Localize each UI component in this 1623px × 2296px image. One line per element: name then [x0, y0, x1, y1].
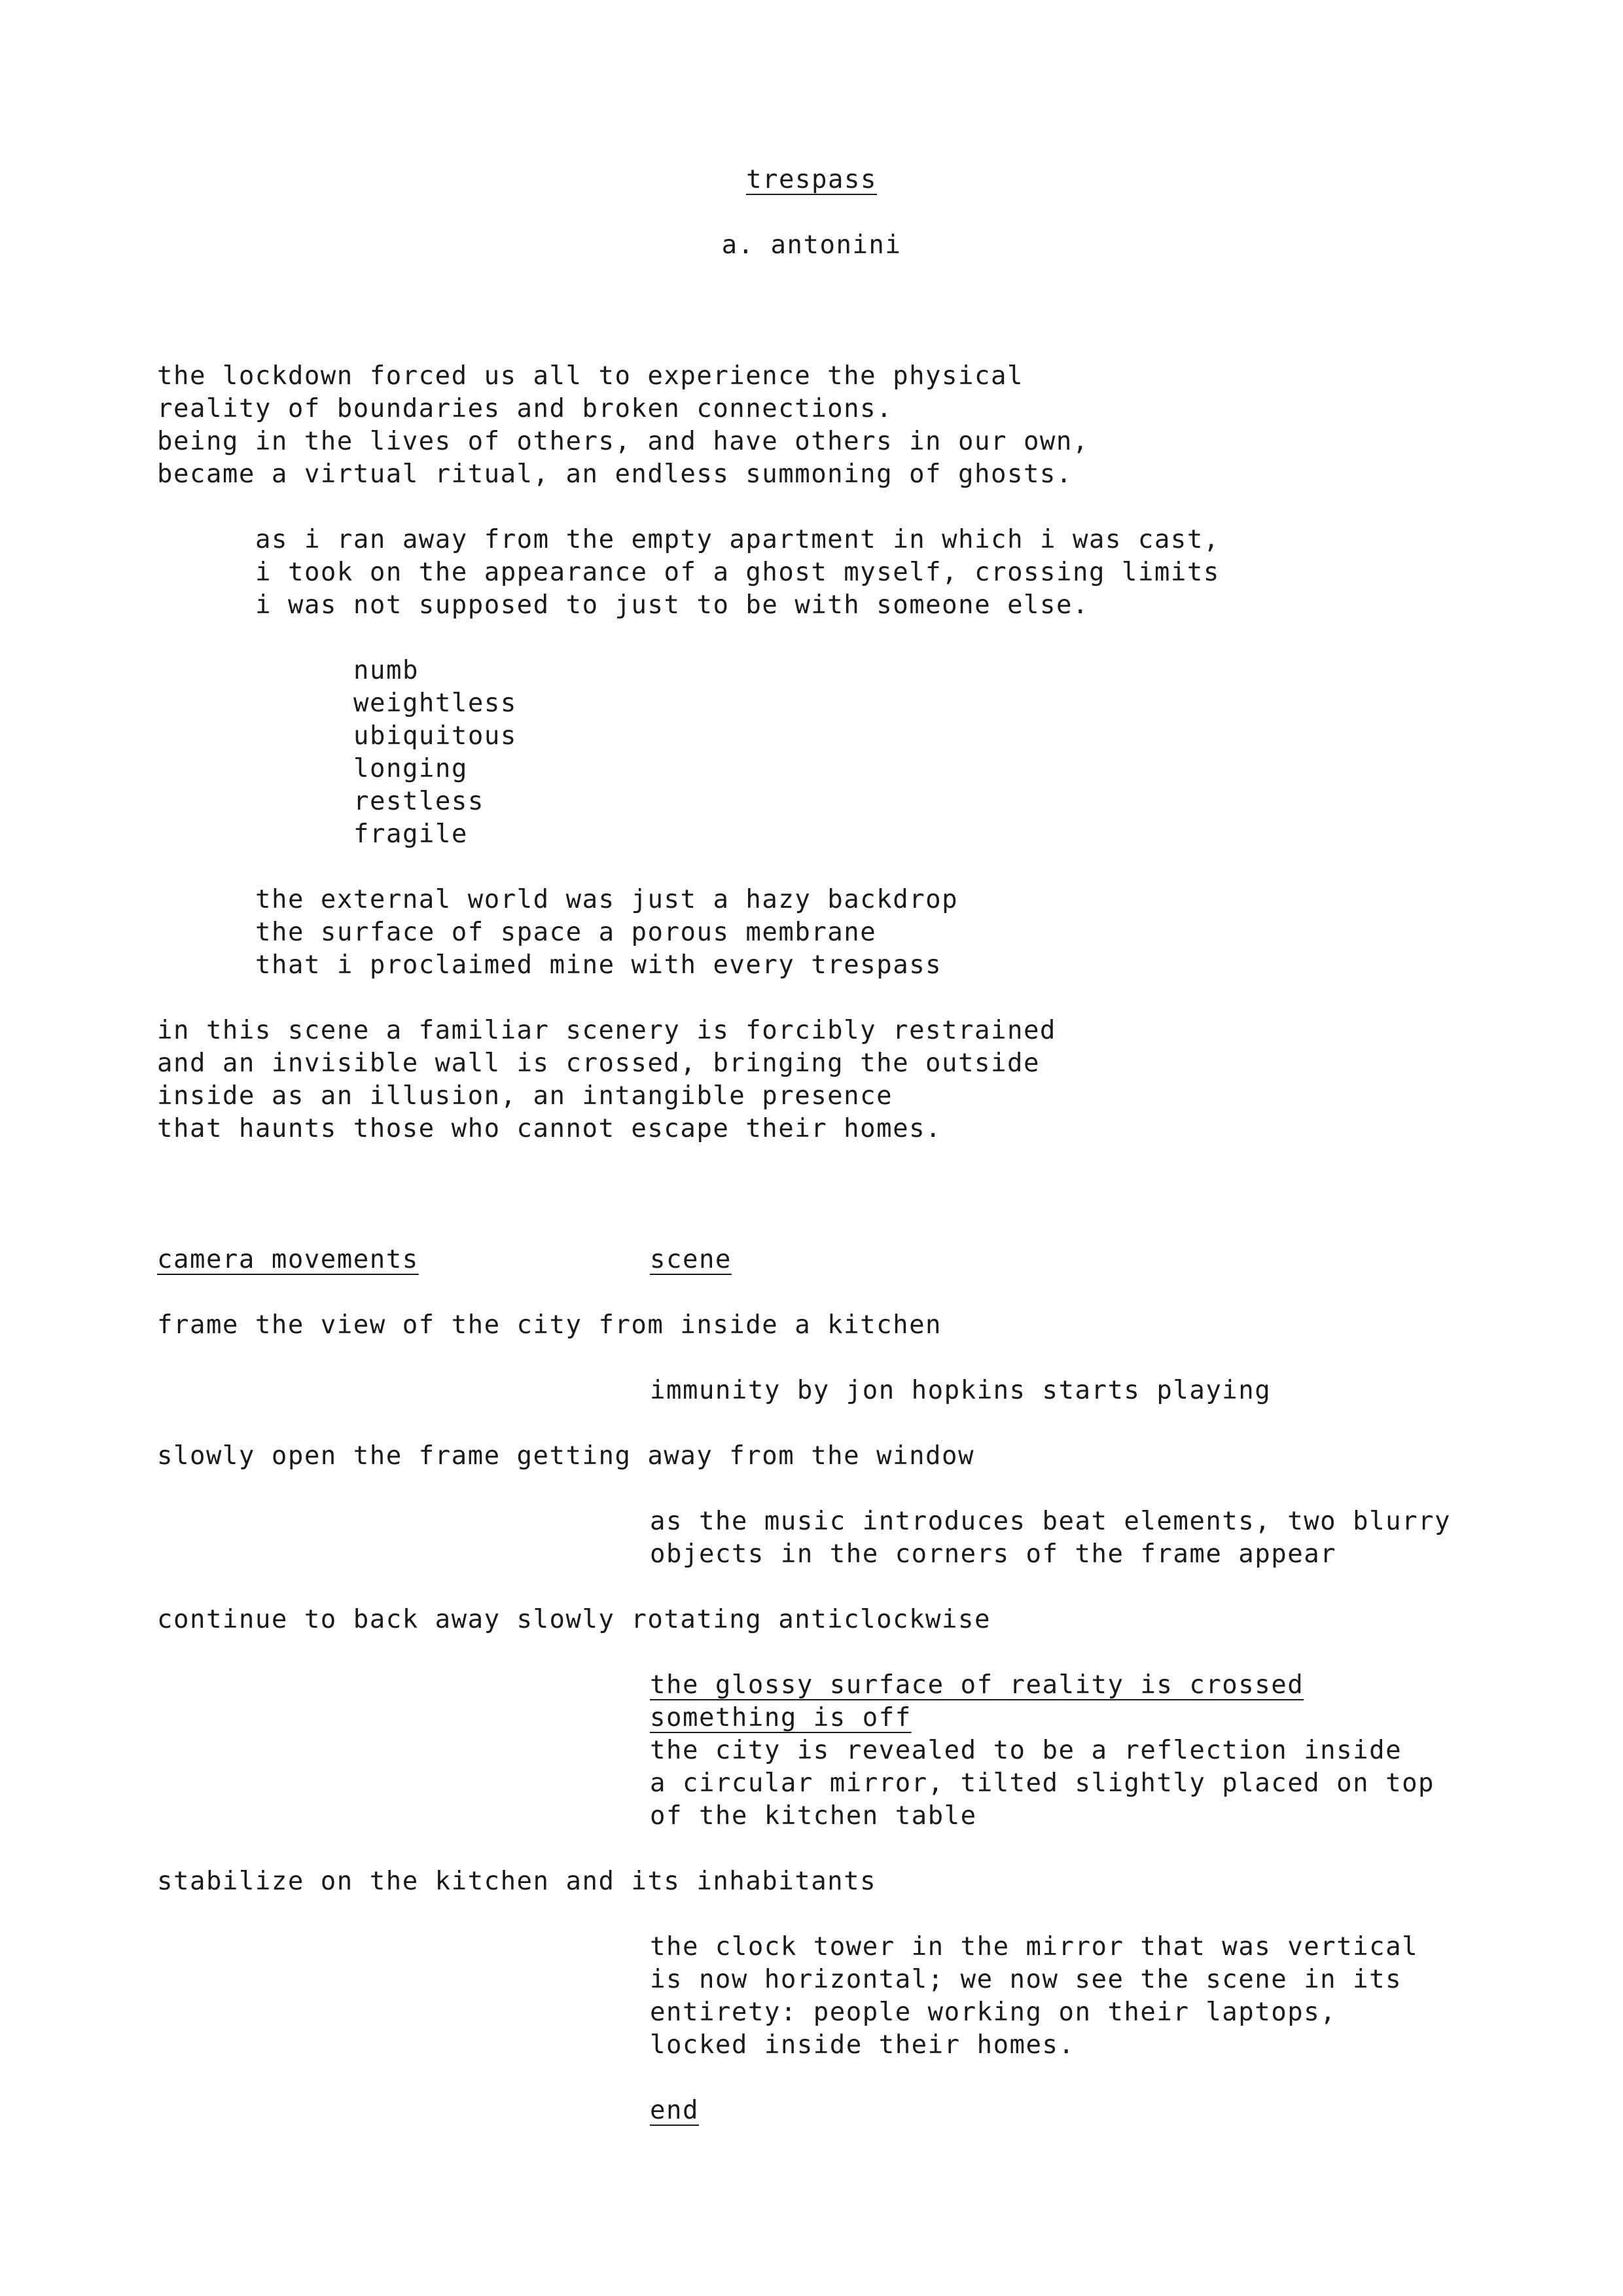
- scene-description: the city is revealed to be a reflection inside: [650, 1736, 1402, 1765]
- word-item: restless: [353, 787, 484, 816]
- outro-line: inside as an illusion, an intangible presence: [157, 1081, 893, 1111]
- stanza-line: i took on the appearance of a ghost myself, crossing limits: [255, 558, 1220, 587]
- stanza-line: that i proclaimed mine with every trespass: [255, 950, 942, 980]
- stanza-line: the surface of space a porous membrane: [255, 918, 877, 947]
- camera-direction: frame the view of the city from inside a kitchen: [157, 1310, 942, 1340]
- stanza-line: the external world was just a hazy backdrop: [255, 885, 959, 914]
- scene-description: entirety: people working on their laptops,: [650, 1998, 1337, 2027]
- word-item: longing: [353, 754, 468, 783]
- intro-line: reality of boundaries and broken connections.: [157, 394, 893, 423]
- scene-description: is now horizontal; we now see the scene in its: [650, 1965, 1402, 1994]
- outro-line: in this scene a familiar scenery is forcibly restrained: [157, 1016, 1056, 1045]
- intro-line: became a virtual ritual, an endless summoning of ghosts.: [157, 459, 1073, 489]
- word-item: ubiquitous: [353, 721, 517, 751]
- document-title: trespass: [746, 165, 877, 194]
- stanza-line: as i ran away from the empty apartment in which i was cast,: [255, 525, 1220, 554]
- scene-description: a circular mirror, tilted slightly placed on top: [650, 1768, 1435, 1798]
- scene-description-emphasis: something is off: [650, 1703, 912, 1732]
- scene-description: locked inside their homes.: [650, 2030, 1075, 2060]
- intro-line: being in the lives of others, and have others in our own,: [157, 427, 1089, 456]
- scene-description: of the kitchen table: [650, 1801, 977, 1831]
- intro-line: the lockdown forced us all to experience the physical: [157, 361, 1024, 391]
- camera-direction: stabilize on the kitchen and its inhabitants: [157, 1867, 877, 1896]
- author-name: a. antonini: [721, 230, 902, 260]
- word-item: weightless: [353, 689, 517, 718]
- scene-description: immunity by jon hopkins starts playing: [650, 1376, 1272, 1405]
- scene-description: the clock tower in the mirror that was vertical: [650, 1932, 1419, 1962]
- camera-direction: continue to back away slowly rotating anticlockwise: [157, 1605, 991, 1634]
- scene-description: objects in the corners of the frame appear: [650, 1539, 1337, 1569]
- end-marker: end: [650, 2096, 699, 2125]
- stanza-line: i was not supposed to just to be with someone else.: [255, 590, 1089, 620]
- word-item: numb: [353, 656, 419, 685]
- camera-column-header: camera movements: [157, 1245, 419, 1274]
- word-item: fragile: [353, 819, 468, 849]
- outro-line: that haunts those who cannot escape their homes.: [157, 1114, 942, 1143]
- scene-description-emphasis: the glossy surface of reality is crossed: [650, 1670, 1304, 1700]
- scene-description: as the music introduces beat elements, two blurry: [650, 1507, 1452, 1536]
- outro-line: and an invisible wall is crossed, bringing the outside: [157, 1049, 1040, 1078]
- camera-direction: slowly open the frame getting away from the window: [157, 1441, 974, 1471]
- scene-column-header: scene: [650, 1245, 732, 1274]
